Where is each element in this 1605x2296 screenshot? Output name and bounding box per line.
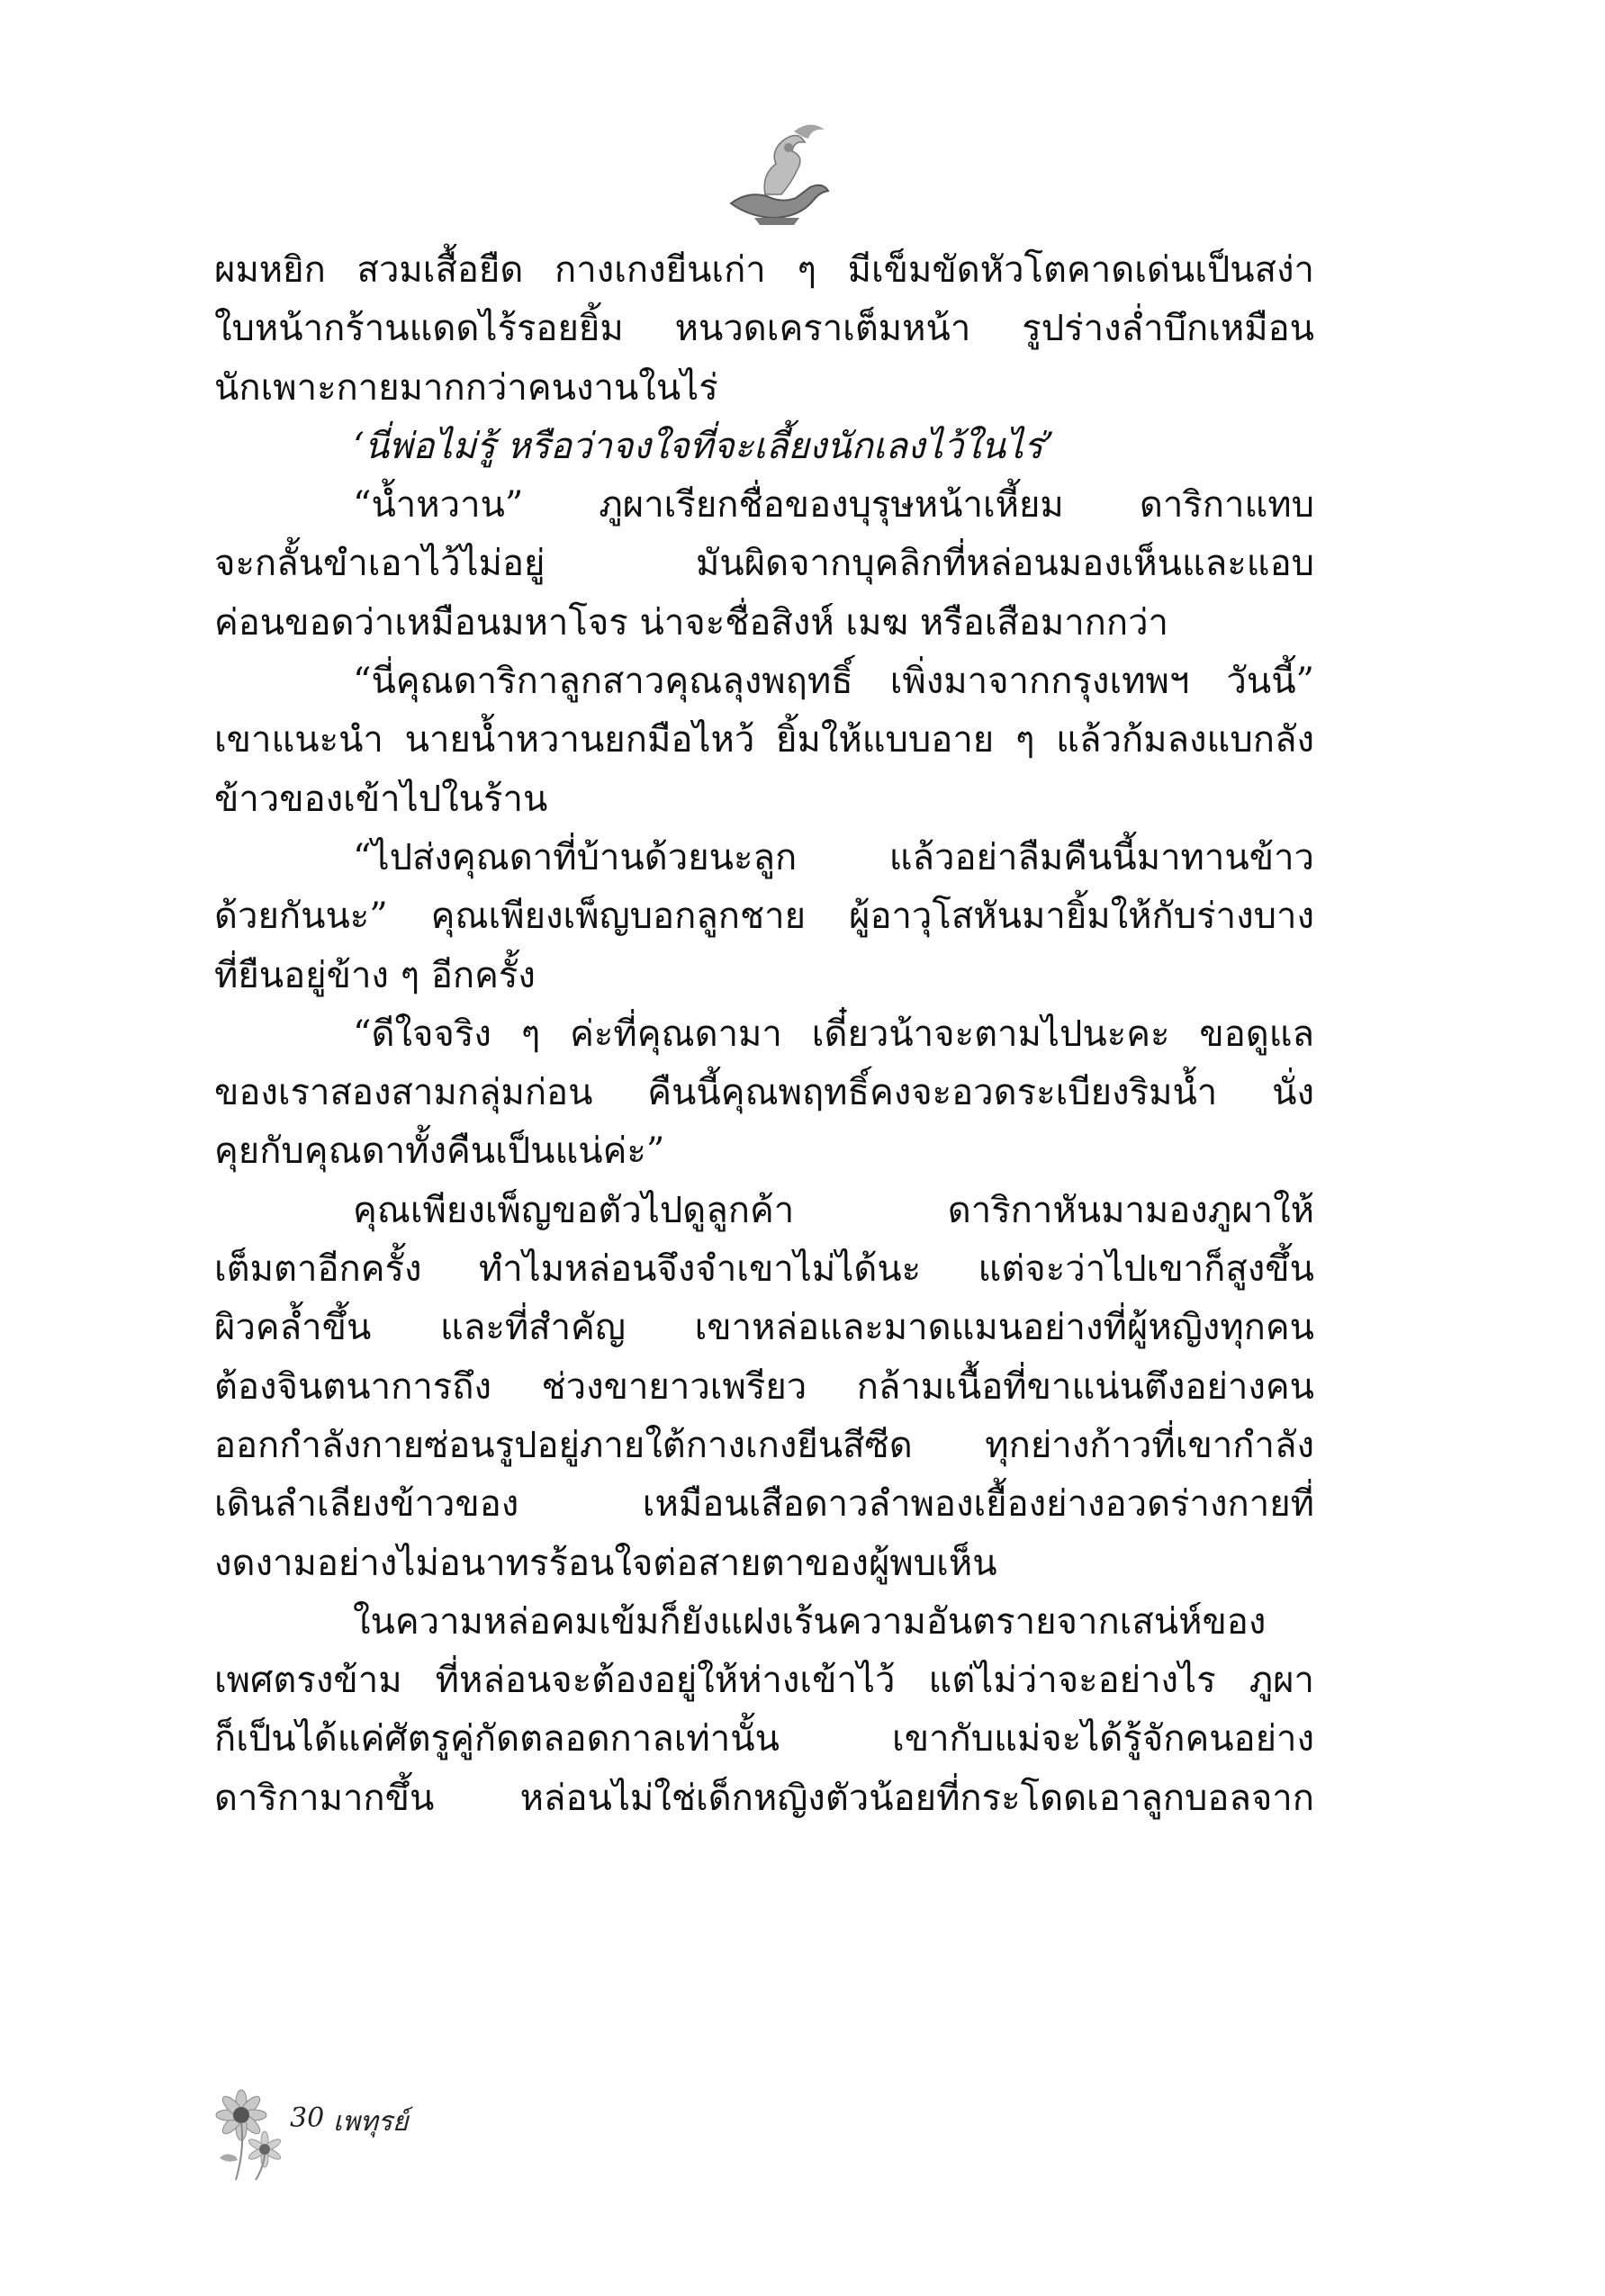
text-line: งดงามอย่างไม่อนาทรร้อนใจต่อสายตาของผู้พบเห็น [214,1542,997,1584]
text-line: คุณเพียงเพ็ญขอตัวไปดูลูกค้า ดาริกาหันมามองภูผาให้ [353,1189,1314,1231]
text-line: ข้าวของเข้าไปในร้าน [214,778,548,820]
text-line: ดาริกามากขึ้น หล่อนไม่ใช่เด็กหญิงตัวน้อยที่กระโดดเอาลูกบอลจาก [214,1777,1314,1819]
sunflower-icon [209,2086,308,2185]
text-line: ในความหล่อคมเข้มก็ยังแฝงเร้นความอันตรายจากเสน่ห์ของ [353,1600,1267,1643]
page-footer [209,2086,569,2185]
text-line: ผิวคล้ำขึ้น และที่สำคัญ เขาหล่อและมาดแมนอย่างที่ผู้หญิงทุกคน [214,1307,1314,1349]
author-name: เพทุรย์ [333,2106,409,2138]
text-line: ที่ยืนอยู่ข้าง ๆ อีกครั้ง [214,954,536,996]
text-line: เพศตรงข้าม ที่หล่อนจะต้องอยู่ให้ห่างเข้าไว้ แต่ไม่ว่าจะอย่างไร ภูผา [214,1660,1314,1702]
text-line: “น้ำหวาน” ภูผาเรียกชื่อของบุรุษหน้าเหี้ยม ดาริกาแทบ [353,484,1314,527]
text-line: “นี่คุณดาริกาลูกสาวคุณลุงพฤทธิ์ เพิ่งมาจากกรุงเทพฯ วันนี้” [353,661,1314,703]
text-line: ผมหยิก สวมเสื้อยืด กางเกงยีนเก่า ๆ มีเข็มขัดหัวโตคาดเด่นเป็นสง่า [214,249,1314,291]
text-line: เขาแนะนำ นายน้ำหวานยกมือไหว้ ยิ้มให้แบบอาย ๆ แล้วก้มลงแบกลัง [214,719,1314,761]
text-line: ของเราสองสามกลุ่มก่อน คืนนี้คุณพฤทธิ์คงจะอวดระเบียงริมน้ำ นั่ง [214,1072,1314,1114]
body-text [214,241,1314,1828]
italic-thought-line: ‘นี่พ่อไม่รู้ หรือว่าจงใจที่จะเลี้ยงนักเลงไว้ในไร่’ [353,425,1055,467]
text-line: คุยกับคุณดาทั้งคืนเป็นแน่ค่ะ” [214,1130,665,1173]
text-line: ก็เป็นได้แค่ศัตรูคู่กัดตลอดกาลเท่านั้น เขากับแม่จะได้รู้จักคนอย่าง [214,1718,1314,1760]
text-line: จะกลั้นขำเอาไว้ไม่อยู่ มันผิดจากบุคลิกที่หล่อนมองเห็นและแอบ [214,543,1314,585]
genie-lamp-icon [711,115,846,228]
text-line: นักเพาะกายมากกว่าคนงานในไร่ [214,366,718,409]
text-line: ใบหน้ากร้านแดดไร้รอยยิ้ม หนวดเคราเต็มหน้า รูปร่างล่ำบึกเหมือน [214,308,1314,350]
text-line: “ไปส่งคุณดาที่บ้านด้วยนะลูก แล้วอย่าลืมคืนนี้มาทานข้าว [353,836,1314,878]
text-line: ด้วยกันนะ” คุณเพียงเพ็ญบอกลูกชาย ผู้อาวุโสหันมายิ้มให้กับร่างบาง [214,896,1314,938]
page-number: 30 [290,2102,325,2134]
text-line: เดินลำเลียงข้าวของ เหมือนเสือดาวลำพองเยื้องย่างอวดร่างกายที่ [214,1483,1314,1526]
text-line: ออกกำลังกายซ่อนรูปอยู่ภายใต้กางเกงยีนสีซีด ทุกย่างก้าวที่เขากำลัง [214,1424,1314,1466]
text-line: ค่อนขอดว่าเหมือนมหาโจร น่าจะชื่อสิงห์ เมฆ หรือเสือมากกว่า [214,601,1169,644]
text-line: “ดีใจจริง ๆ ค่ะที่คุณดามา เดี๋ยวน้าจะตามไปนะคะ ขอดูแล [353,1013,1314,1055]
text-line: เต็มตาอีกครั้ง ทำไมหล่อนจึงจำเขาไม่ได้นะ แต่จะว่าไปเขาก็สูงขึ้น [214,1248,1314,1291]
text-line: ต้องจินตนาการถึง ช่วงขายาวเพรียว กล้ามเนื้อที่ขาแน่นตึงอย่างคน [214,1365,1314,1408]
